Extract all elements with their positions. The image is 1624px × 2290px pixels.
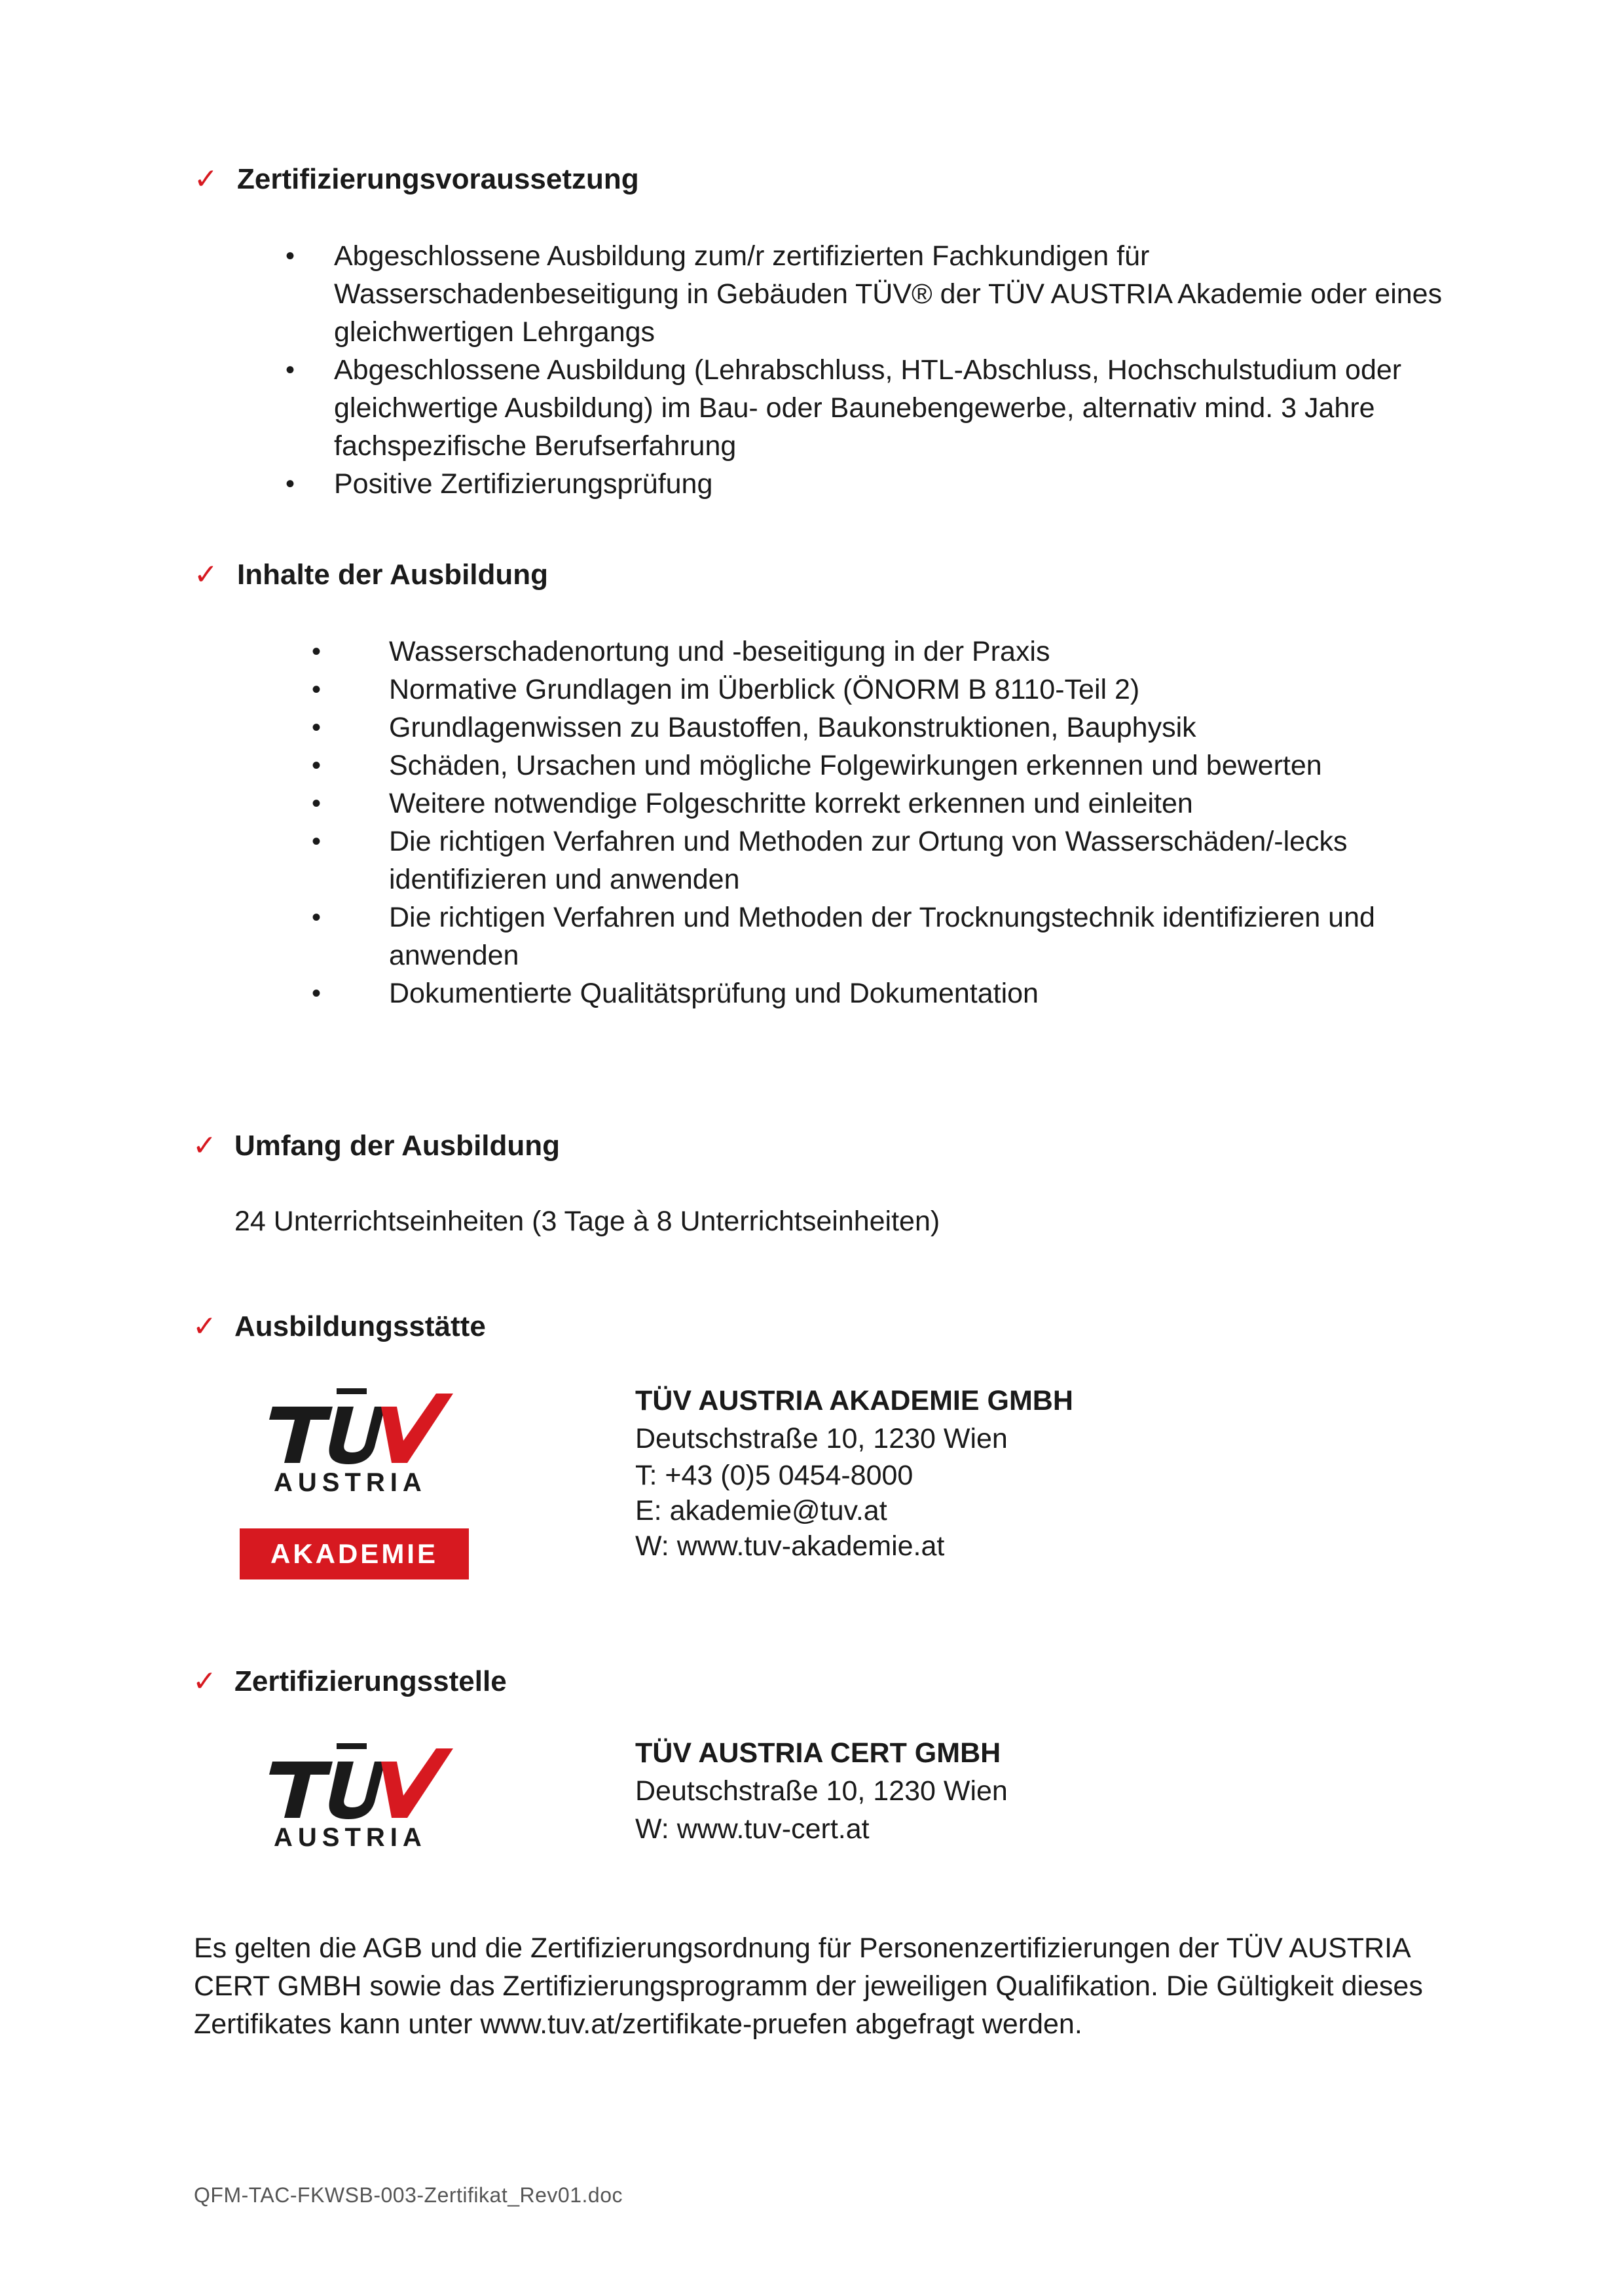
- list-item: • Die richtigen Verfahren und Methoden zur Ortung von Wasserschäden/-lecks identifizieren und anwenden: [312, 822, 1471, 898]
- contents-list: [312, 633, 1471, 1012]
- bullet-icon: •: [286, 356, 295, 384]
- check-icon: ✓: [193, 1310, 217, 1342]
- bullet-icon: •: [312, 751, 322, 780]
- check-icon: ✓: [194, 163, 218, 195]
- section-heading-scope: Umfang der Ausbildung: [234, 1130, 561, 1162]
- certifier-company: TÜV AUSTRIA CERT GMBH: [635, 1737, 1001, 1769]
- tuv-logo-icon: [240, 1742, 475, 1827]
- list-item: • Normative Grundlagen im Überblick (ÖNORM B 8110-Teil 2): [312, 671, 1471, 709]
- list-item: • Wasserschadenortung und -beseitigung in der Praxis: [312, 633, 1471, 671]
- venue-company: TÜV AUSTRIA AKADEMIE GMBH: [635, 1385, 1073, 1416]
- logo-country: AUSTRIA: [274, 1468, 427, 1497]
- section-heading-requirements: Zertifizierungsvoraussetzung: [237, 163, 639, 195]
- list-item: • Positive Zertifizierungsprüfung: [286, 465, 1484, 503]
- list-item: • Dokumentierte Qualitätsprüfung und Dokumentation: [312, 974, 1471, 1012]
- bullet-icon: •: [312, 713, 322, 742]
- disclaimer: Es gelten die AGB und die Zertifizierungsordnung für Personenzertifizierungen der TÜV AUSTRIA CERT GMBH sowie das Zertifizierungsprogramm der jeweiligen Qualifikation. Die Gültigkeit dieses Zertifikates kann unter www.tuv.at/zertifikate-pruefen abgefragt werden.: [194, 1932, 1423, 2040]
- bullet-icon: •: [312, 675, 322, 704]
- venue-phone: T: +43 (0)5 0454-8000: [635, 1460, 913, 1491]
- section-heading-certifier: Zertifizierungsstelle: [234, 1665, 507, 1697]
- list-item: • Schäden, Ursachen und mögliche Folgewirkungen erkennen und bewerten: [312, 747, 1471, 785]
- requirements-list: [286, 237, 1484, 503]
- list-item: • Grundlagenwissen zu Baustoffen, Baukonstruktionen, Bauphysik: [312, 709, 1471, 747]
- tuv-austria-logo: [240, 1742, 475, 1860]
- certifier-web: W: www.tuv-cert.at: [635, 1813, 870, 1845]
- venue-email: E: akademie@tuv.at: [635, 1495, 887, 1526]
- list-item: • Die richtigen Verfahren und Methoden der Trocknungstechnik identifizieren und anwenden: [312, 898, 1471, 974]
- logo-badge: AKADEMIE: [240, 1528, 469, 1579]
- check-icon: ✓: [193, 1665, 217, 1697]
- logo-country: AUSTRIA: [274, 1823, 427, 1852]
- bullet-icon: •: [312, 637, 322, 666]
- bullet-icon: •: [312, 827, 322, 856]
- certifier-address: Deutschstraße 10, 1230 Wien: [635, 1775, 1008, 1807]
- bullet-icon: •: [286, 470, 295, 498]
- check-icon: ✓: [194, 559, 218, 591]
- venue-address: Deutschstraße 10, 1230 Wien: [635, 1423, 1008, 1454]
- venue-web: W: www.tuv-akademie.at: [635, 1530, 945, 1562]
- bullet-icon: •: [312, 903, 322, 932]
- scope-text: 24 Unterrichtseinheiten (3 Tage à 8 Unterrichtseinheiten): [234, 1206, 940, 1237]
- section-heading-venue: Ausbildungsstätte: [234, 1310, 486, 1342]
- check-icon: ✓: [193, 1130, 217, 1162]
- bullet-icon: •: [312, 789, 322, 818]
- section-heading-contents: Inhalte der Ausbildung: [237, 559, 549, 591]
- tuv-akademie-logo: [240, 1387, 475, 1583]
- bullet-icon: •: [286, 242, 295, 270]
- footer-filename: QFM-TAC-FKWSB-003-Zertifikat_Rev01.doc: [194, 2183, 623, 2207]
- list-item: • Abgeschlossene Ausbildung zum/r zertifizierten Fachkundigen für Wasserschadenbeseitigung in Gebäuden TÜV® der TÜV AUSTRIA Akademie oder eines gleichwertigen Lehrgangs: [286, 237, 1484, 351]
- bullet-icon: •: [312, 979, 322, 1008]
- list-item: • Abgeschlossene Ausbildung (Lehrabschluss, HTL-Abschluss, Hochschulstudium oder gleichwertige Ausbildung) im Bau- oder Baunebengewerbe, alternativ mind. 3 Jahre fachspezifische Berufserfahrung: [286, 351, 1484, 465]
- list-item: • Weitere notwendige Folgeschritte korrekt erkennen und einleiten: [312, 785, 1471, 822]
